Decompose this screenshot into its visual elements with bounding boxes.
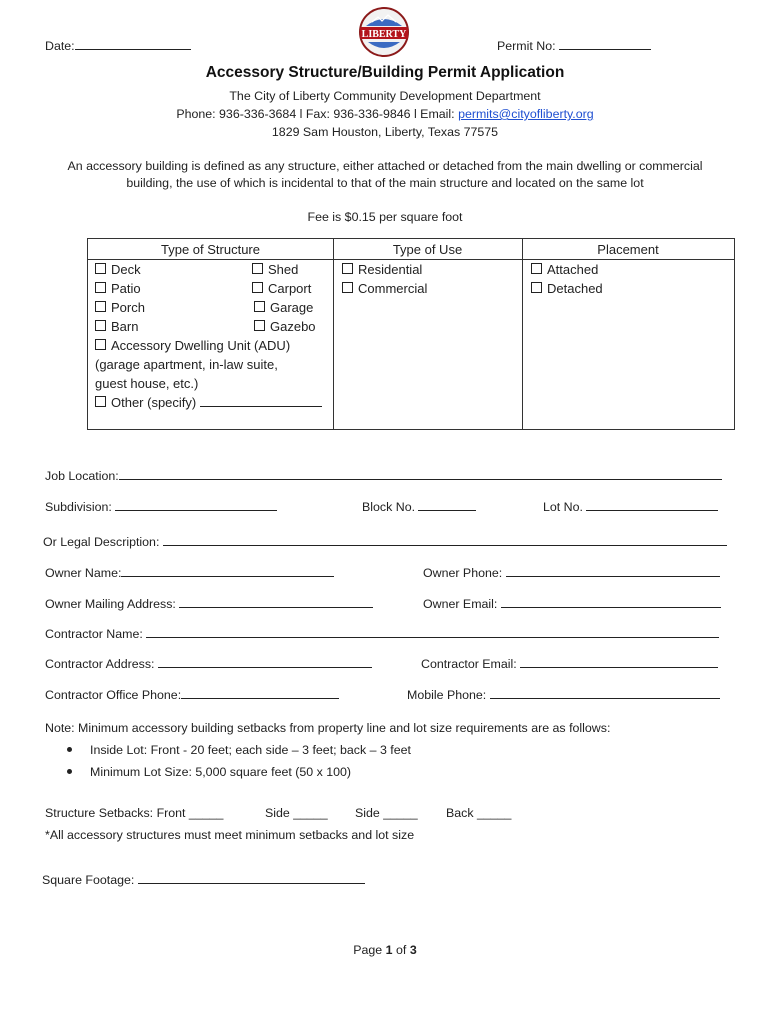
checkbox-icon[interactable] bbox=[252, 263, 263, 274]
checkbox-gazebo[interactable]: Gazebo bbox=[254, 317, 316, 336]
definition-line-1: An accessory building is defined as any structure, either attached or detached from the main dwelling or commercial bbox=[67, 159, 703, 173]
email-link[interactable]: permits@cityofliberty.org bbox=[458, 107, 594, 121]
setback-requirement-note: *All accessory structures must meet minimum setbacks and lot size bbox=[45, 828, 415, 842]
checkbox-icon[interactable] bbox=[531, 282, 542, 293]
legal-description-field[interactable]: Or Legal Description: bbox=[43, 533, 727, 549]
permit-no-input-line[interactable] bbox=[559, 37, 651, 50]
setback-front-field[interactable]: Structure Setbacks: Front _____ bbox=[45, 806, 224, 820]
contractor-address-field[interactable]: Contractor Address: bbox=[45, 655, 372, 671]
checkbox-icon[interactable] bbox=[95, 263, 106, 274]
checkbox-icon[interactable] bbox=[95, 282, 106, 293]
definition-line-2: building, the use of which is incidental to that of the main structure and located on the same lot bbox=[126, 176, 644, 190]
contact-line: Phone: 936-336-3684 l Fax: 936-336-9846 l Email: permits@cityofliberty.org bbox=[176, 107, 594, 121]
checkbox-barn[interactable]: Barn bbox=[95, 317, 138, 336]
fee-text: Fee is $0.15 per square foot bbox=[307, 210, 463, 224]
owner-phone-field[interactable]: Owner Phone: bbox=[423, 564, 720, 580]
checkbox-patio[interactable]: Patio bbox=[95, 279, 141, 298]
checkbox-shed[interactable]: Shed bbox=[252, 260, 298, 279]
contractor-name-field[interactable]: Contractor Name: bbox=[45, 625, 719, 641]
page-number: Page 1 of 3 bbox=[353, 943, 417, 957]
mobile-phone-input-line[interactable] bbox=[490, 686, 720, 699]
owner-phone-input-line[interactable] bbox=[506, 564, 720, 577]
date-input-line[interactable] bbox=[75, 37, 191, 50]
lot-no-input-line[interactable] bbox=[586, 498, 718, 511]
adu-detail-2: guest house, etc.) bbox=[95, 376, 199, 391]
checkbox-icon[interactable] bbox=[95, 301, 106, 312]
job-location-field[interactable]: Job Location: bbox=[45, 467, 722, 483]
contractor-office-phone-field[interactable]: Contractor Office Phone: bbox=[45, 686, 339, 702]
checkbox-deck[interactable]: Deck bbox=[95, 260, 141, 279]
owner-mailing-address-field[interactable]: Owner Mailing Address: bbox=[45, 595, 373, 611]
checkbox-icon[interactable] bbox=[95, 339, 106, 350]
checkbox-icon[interactable] bbox=[342, 282, 353, 293]
column-divider bbox=[522, 239, 523, 429]
header-type-of-structure: Type of Structure bbox=[161, 242, 260, 257]
checkbox-icon[interactable] bbox=[252, 282, 263, 293]
square-footage-input-line[interactable] bbox=[138, 871, 365, 884]
block-no-input-line[interactable] bbox=[418, 498, 476, 511]
owner-name-field[interactable]: Owner Name: bbox=[45, 564, 334, 580]
checkbox-commercial[interactable]: Commercial bbox=[342, 279, 427, 298]
owner-email-field[interactable]: Owner Email: bbox=[423, 595, 721, 611]
bullet-icon bbox=[67, 769, 72, 774]
checkbox-icon[interactable] bbox=[531, 263, 542, 274]
bullet-icon bbox=[67, 747, 72, 752]
owner-address-input-line[interactable] bbox=[179, 595, 373, 608]
checkbox-icon[interactable] bbox=[254, 320, 265, 331]
permit-no-field[interactable]: Permit No: bbox=[497, 37, 651, 53]
department-name: The City of Liberty Community Development Department bbox=[229, 89, 541, 103]
city-of-liberty-logo bbox=[356, 6, 412, 58]
square-footage-field[interactable]: Square Footage: bbox=[42, 871, 365, 887]
contractor-address-input-line[interactable] bbox=[158, 655, 372, 668]
checkbox-icon[interactable] bbox=[95, 320, 106, 331]
lot-no-field[interactable]: Lot No. bbox=[543, 498, 718, 514]
checkbox-icon[interactable] bbox=[342, 263, 353, 274]
adu-option bbox=[95, 336, 335, 412]
contractor-name-input-line[interactable] bbox=[146, 625, 719, 638]
note-item: Minimum Lot Size: 5,000 square feet (50 x 100) bbox=[67, 765, 351, 779]
setback-side1-field[interactable]: Side _____ bbox=[265, 806, 328, 820]
checkbox-porch[interactable]: Porch bbox=[95, 298, 145, 317]
other-specify-line[interactable] bbox=[200, 394, 322, 407]
contractor-office-phone-input-line[interactable] bbox=[181, 686, 339, 699]
owner-name-input-line[interactable] bbox=[121, 564, 334, 577]
svg-text:LIBERTY: LIBERTY bbox=[361, 29, 407, 40]
checkbox-residential[interactable]: Residential bbox=[342, 260, 422, 279]
checkbox-garage[interactable]: Garage bbox=[254, 298, 313, 317]
checkbox-adu[interactable]: Accessory Dwelling Unit (ADU) bbox=[95, 336, 335, 355]
header-placement: Placement bbox=[597, 242, 659, 257]
contractor-email-input-line[interactable] bbox=[520, 655, 718, 668]
mobile-phone-field[interactable]: Mobile Phone: bbox=[407, 686, 720, 702]
adu-detail-1: (garage apartment, in-law suite, bbox=[95, 357, 278, 372]
checkbox-attached[interactable]: Attached bbox=[531, 260, 598, 279]
legal-description-input-line[interactable] bbox=[163, 533, 727, 546]
checkbox-icon[interactable] bbox=[95, 396, 106, 407]
subdivision-field[interactable]: Subdivision: bbox=[45, 498, 277, 514]
structure-type-table bbox=[87, 238, 735, 430]
checkbox-detached[interactable]: Detached bbox=[531, 279, 603, 298]
note-item: Inside Lot: Front - 20 feet; each side – 3 feet; back – 3 feet bbox=[67, 743, 411, 757]
job-location-input-line[interactable] bbox=[119, 467, 722, 480]
setback-note: Note: Minimum accessory building setbacks from property line and lot size requirements are as follows: bbox=[45, 721, 611, 735]
address-line: 1829 Sam Houston, Liberty, Texas 77575 bbox=[271, 125, 499, 139]
date-field[interactable]: Date: bbox=[45, 37, 191, 53]
setback-back-field[interactable]: Back _____ bbox=[446, 806, 512, 820]
owner-email-input-line[interactable] bbox=[501, 595, 721, 608]
header-type-of-use: Type of Use bbox=[392, 242, 463, 257]
subdivision-input-line[interactable] bbox=[115, 498, 277, 511]
block-no-field[interactable]: Block No. bbox=[362, 498, 476, 514]
contractor-email-field[interactable]: Contractor Email: bbox=[421, 655, 718, 671]
page-title: Accessory Structure/Building Permit Application bbox=[205, 64, 565, 81]
checkbox-carport[interactable]: Carport bbox=[252, 279, 311, 298]
setback-side2-field[interactable]: Side _____ bbox=[355, 806, 418, 820]
checkbox-icon[interactable] bbox=[254, 301, 265, 312]
checkbox-other[interactable]: Other (specify) bbox=[95, 393, 335, 412]
